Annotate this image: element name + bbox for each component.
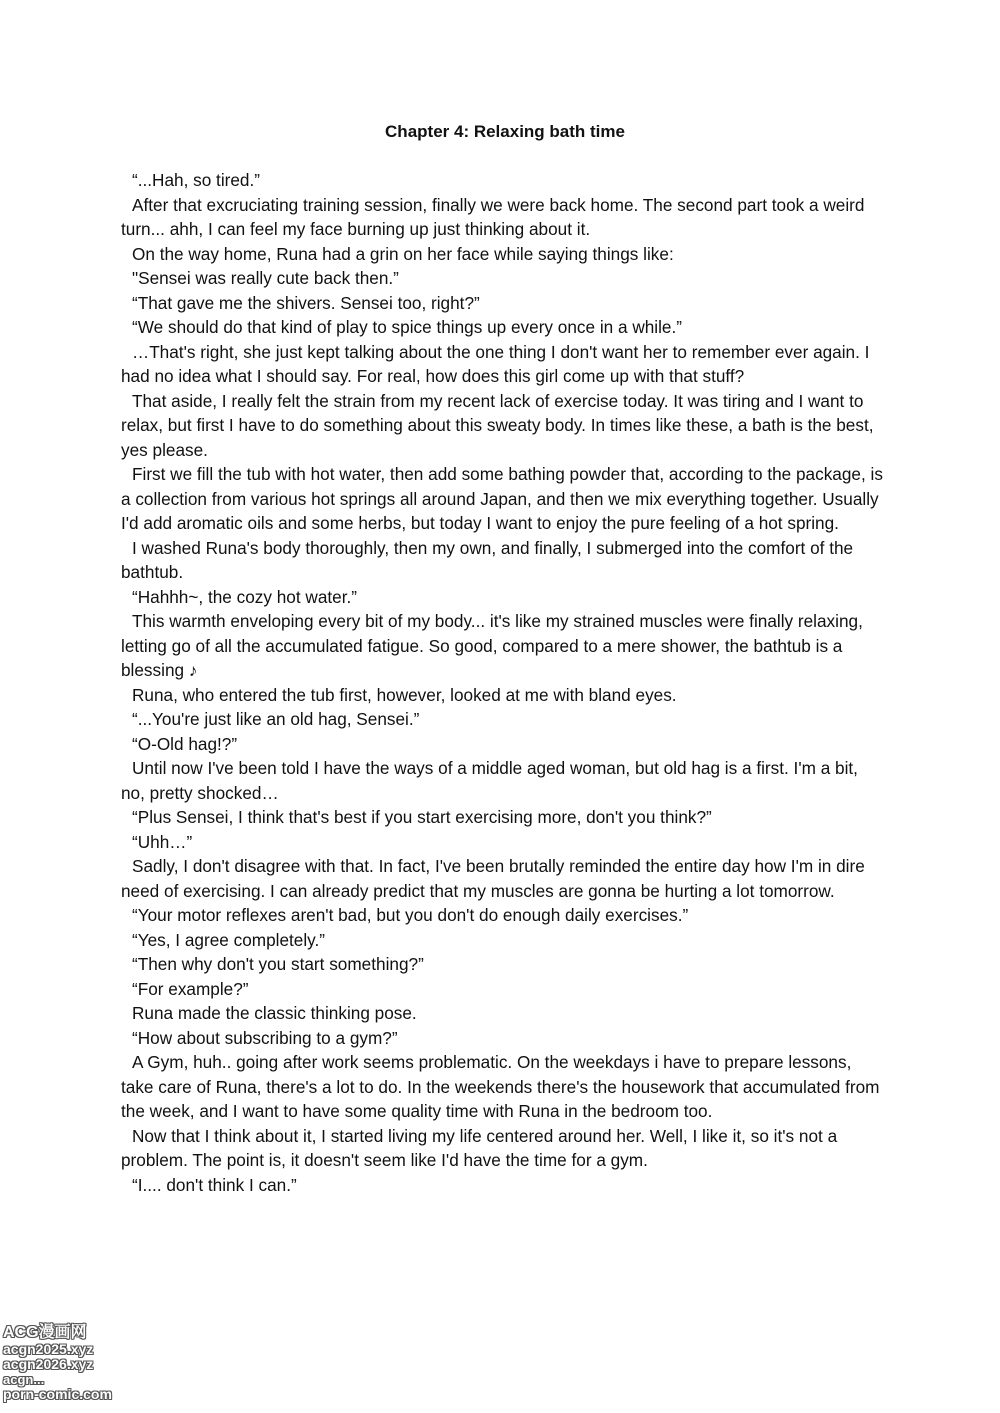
watermark-line: acgn2025.xyz bbox=[3, 1341, 94, 1357]
paragraph: “That gave me the shivers. Sensei too, right?” bbox=[132, 292, 480, 313]
paragraph: “...You're just like an old hag, Sensei.” bbox=[132, 709, 420, 729]
paragraph: “Then why don't you start something?” bbox=[132, 954, 424, 974]
paragraph: That aside, I really felt the strain from my recent lack of exercise today. It was tiring and I want to relax, but first I have to do something about this sweaty body. In times like these, a bath is the best, yes please. bbox=[121, 390, 874, 460]
chapter-title: Chapter 4: Relaxing bath time bbox=[385, 122, 625, 141]
paragraph: Runa, who entered the tub first, however, looked at me with bland eyes. bbox=[132, 684, 677, 705]
paragraph: “Hahhh~, the cozy hot water.” bbox=[132, 586, 357, 607]
paragraph: “...Hah, so tired.” bbox=[132, 170, 260, 190]
watermark-line: porn-comic.com bbox=[3, 1386, 112, 1402]
paragraph: A Gym, huh.. going after work seems problematic. On the weekdays i have to prepare lessons, take care of Runa, there's a lot to do. In the weekends there's the housework that accumulated from the week, and I want to have some quality time with Runa in the bedroom too. bbox=[121, 1052, 880, 1121]
watermark-line: acgn2026.xyz bbox=[3, 1356, 94, 1372]
paragraph: “We should do that kind of play to spice things up every once in a while.” bbox=[132, 317, 682, 337]
paragraph: This warmth enveloping every bit of my body... it's like my strained muscles were finally relaxing, letting go of all the accumulated fatigue. So good, compared to a mere shower, the bathtub is a blessing ♪ bbox=[121, 611, 863, 680]
paragraph: “Uhh…” bbox=[132, 831, 193, 852]
paragraph: Sadly, I don't disagree with that. In fact, I've been brutally reminded the entire day how I'm in dire need of exercising. I can already predict that my muscles are gonna be hurting a lot tomorrow. bbox=[121, 856, 865, 901]
paragraph: Until now I've been told I have the ways of a middle aged woman, but old hag is a first. I'm a bit, no, pretty shocked… bbox=[121, 758, 858, 803]
paragraph: “For example?” bbox=[132, 978, 249, 999]
paragraph: First we fill the tub with hot water, then add some bathing powder that, according to the package, is a collection from various hot springs all around Japan, and then we mix everything together. Usually I'd add aromatic oils and some herbs, but today I want to enjoy the pure feeling of a hot spring. bbox=[121, 464, 883, 533]
watermark-line: ACG漫画网 bbox=[3, 1324, 87, 1341]
paragraph: “I.... don't think I can.” bbox=[132, 1174, 297, 1195]
paragraph: “Yes, I agree completely.” bbox=[132, 929, 325, 950]
watermark-line: acgn... bbox=[3, 1372, 45, 1387]
paragraph: “How about subscribing to a gym?” bbox=[132, 1027, 398, 1048]
paragraph: “Your motor reflexes aren't bad, but you don't do enough daily exercises.” bbox=[132, 905, 689, 925]
paragraph: After that excruciating training session, finally we were back home. The second part took a weird turn... ahh, I can feel my face burning up just thinking about it. bbox=[121, 194, 865, 239]
paragraph: Runa made the classic thinking pose. bbox=[132, 1003, 417, 1023]
paragraph: …That's right, she just kept talking about the one thing I don't want her to remember ever again. I had no idea what I should say. For real, how does this girl come up with that stuff? bbox=[121, 341, 870, 386]
paragraph: On the way home, Runa had a grin on her face while saying things like: bbox=[132, 243, 674, 264]
paragraph: "Sensei was really cute back then.” bbox=[132, 268, 399, 288]
body-text bbox=[121, 168, 885, 1197]
paragraph: “Plus Sensei, I think that's best if you start exercising more, don't you think?” bbox=[132, 807, 712, 827]
paragraph: I washed Runa's body thoroughly, then my own, and finally, I submerged into the comfort of the bathtub. bbox=[121, 537, 854, 582]
paragraph: Now that I think about it, I started living my life centered around her. Well, I like it, so it's not a problem. The point is, it doesn't seem like I'd have the time for a gym. bbox=[121, 1125, 838, 1170]
site-watermark bbox=[3, 1324, 112, 1402]
paragraph: “O-Old hag!?” bbox=[132, 733, 238, 754]
